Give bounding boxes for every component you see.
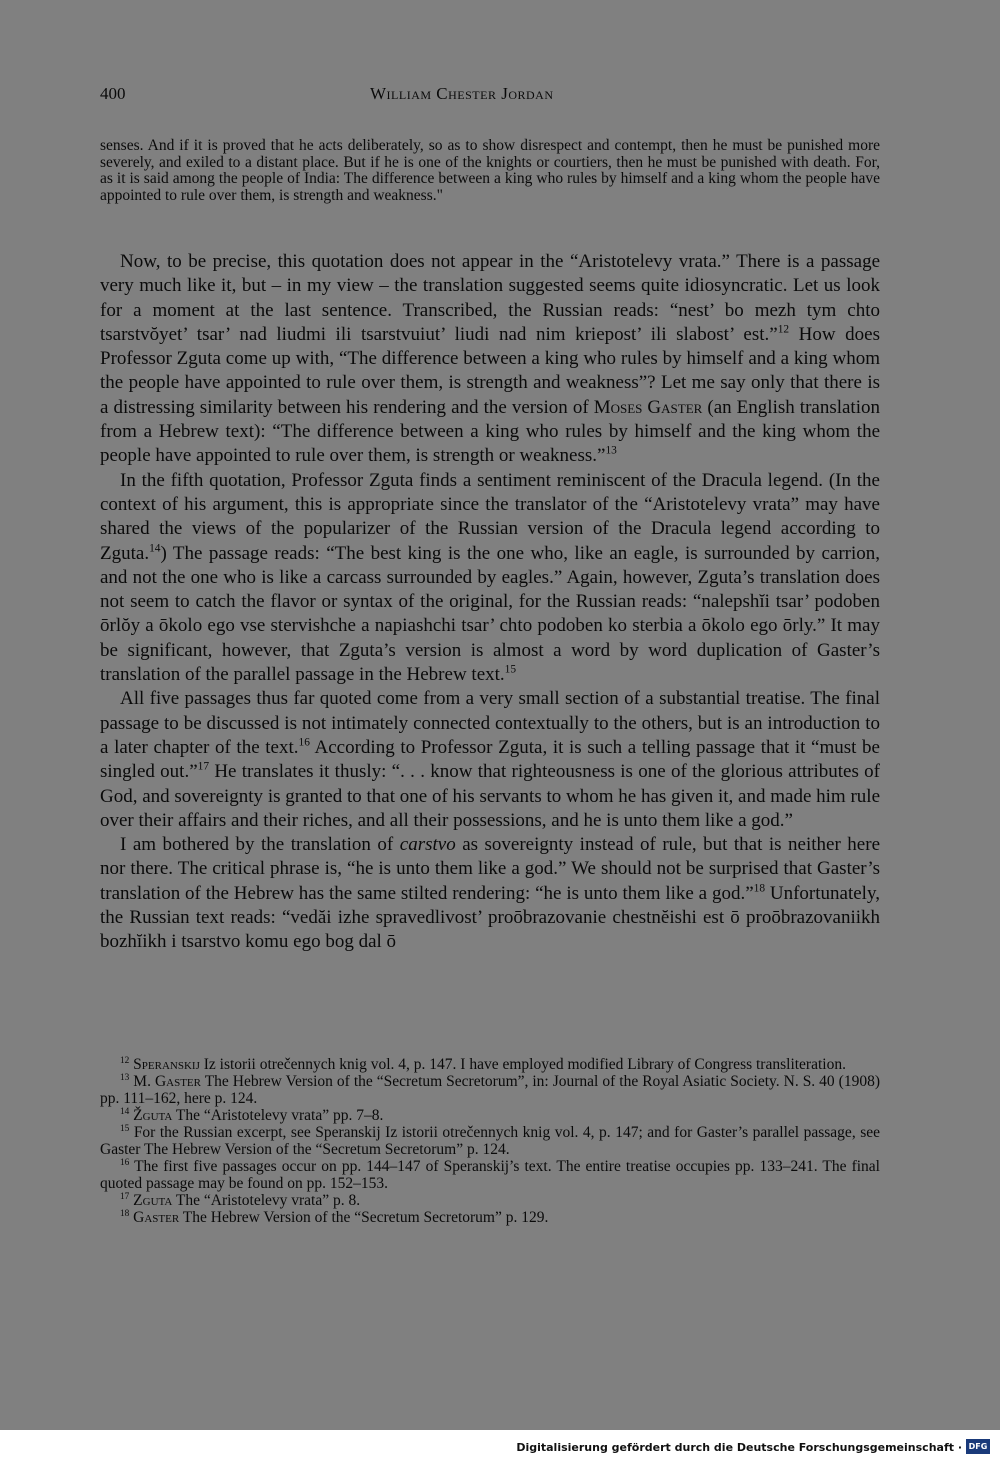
footnote-ref: 15 xyxy=(504,663,517,676)
footnote: $^{17}$ Zguta The “Aristotelevy vrata” p. 8. xyxy=(120,1191,361,1209)
footnote-ref: 18 xyxy=(753,882,766,895)
footnote-ref: 14 xyxy=(149,542,161,555)
footer-bar xyxy=(0,1430,1000,1464)
footnote-ref: 13 xyxy=(605,445,617,458)
block-quote: senses. And if it is proved that he acts deliberately, so as to show disrespect and contempt, then he must be punished more severely, and exiled to a distant place. But if he is one of the knights or courtiers, then he must be punished with death. For, as it is said among the people of India: The difference between a king who rules by himself and a king whom the people have appointed to rule over them, is strength and weakness." xyxy=(100,137,880,204)
page-header xyxy=(100,84,880,110)
paragraph: I am bothered by the translation of carstvo as sovereignty instead of rule, but that is neither here nor there. The critical phrase is, “he is unto them like a god.” We should not be surprised that Gaster’s translation of the Hebrew has the same stilted rendering: “he is unto them like a god.”$^{18}$ Unfortunately, the Russian text reads: “vedăi izhe spravedlivost’ proōbrazovanie chestnĕishi est ō proōbrazovaniikh bozhĭikh i tsarstvo komu ego bog dal ō xyxy=(100,834,880,953)
footnotes xyxy=(100,1056,880,1226)
funding-credit: Digitalisierung gefördert durch die Deutsche Forschungsgemeinschaft · xyxy=(516,1441,962,1454)
paragraph: All five passages thus far quoted come from a very small section of a substantial treatise. The final passage to be discussed is not intimately connected contextually to the others, but is an introduction to a later chapter of the text.$^{16}$ According to Professor Zguta, it is such a telling passage that it “must be singled out.”$^{17}$ He translates it thusly: “. . . know that righteousness is one of the glorious attributes of God, and sovereignty is granted to that one of his servants to whom he has given it, and made him rule over their affairs and their riches, and all their possessions, and he is unto them like a god.” xyxy=(100,688,880,831)
footnote: $^{14}$ Žguta The “Aristotelevy vrata” pp. 7–8. xyxy=(120,1106,384,1124)
footnote-ref: 16 xyxy=(298,736,310,749)
page-number: 400 xyxy=(100,84,126,103)
footnote-ref: 17 xyxy=(197,760,210,773)
dfg-logo: DFG xyxy=(966,1439,990,1454)
paragraph: In the fifth quotation, Professor Zguta finds a sentiment reminiscent of the Dracula legend. (In the context of his argument, this is appropriate since the translator of the “Aristotelevy vrata” may have shared the views of the popularizer of the Russian version of the Dracula legend according to Zguta.$^{14}$) The passage reads: “The best king is the one who, like an eagle, is surrounded by carrion, and not the one who is like a carcass surrounded by eagles.” Again, however, Zguta’s translation does not seem to catch the flavor or syntax of the original, for the Russian reads: “nalepshĭi tsar’ podoben ōrlŏy a ōkolo ego vse stervishche a napiashchi tsar’ chto podoben ko sterbia a ōkolo ego ōrly.” It may be significant, however, that Zguta’s version is almost a word by word duplication of Gaster’s translation of the parallel passage in the Hebrew text.$^{15}$ xyxy=(100,469,880,686)
body-text xyxy=(100,250,880,955)
footnote-ref: 12 xyxy=(777,323,790,336)
footnote: $^{16}$ The first five passages occur on pp. 144–147 of Speranskij’s text. The entire treatise occupies pp. 133–241. The final quoted passage may be found on pp. 152–153. xyxy=(100,1157,880,1192)
footnote: $^{18}$ Gaster The Hebrew Version of the “Secretum Secretorum” p. 129. xyxy=(120,1208,549,1226)
running-head: William Chester Jordan xyxy=(370,84,554,103)
footnote: $^{12}$ Speranskij Iz istorii otrečennych knig vol. 4, p. 147. I have employed modified Library of Congress transliteration. xyxy=(120,1055,846,1073)
footnote: $^{13}$ M. Gaster The Hebrew Version of the “Secretum Secretorum”, in: Journal of the Royal Asiatic Society. N. S. 40 (1908) pp. 111–162, here p. 124. xyxy=(100,1072,881,1107)
footnote: $^{15}$ For the Russian excerpt, see Speranskij Iz istorii otrečennych knig vol. 4, p. 147; and for Gaster’s parallel passage, see Gaster The Hebrew Version of the “Secretum Secretorum” p. 124. xyxy=(100,1123,880,1158)
paragraph: Now, to be precise, this quotation does not appear in the “Aristotelevy vrata.” There is a passage very much like it, but – in my view – the translation suggested seems quite idiosyncratic. Let us look for a moment at the last sentence. Transcribed, the Russian reads: “nest’ bo mezh tym chto tsarstvŏyet’ tsar’ nad liudmi ili tsarstvuiut’ liudi nad nim kriepost’ ili slabost’ est.”$^{12}$ How does Professor Zguta come up with, “The difference between a king who rules by himself and a king whom the people have appointed to rule over them, is strength and weakness”? Let me say only that there is a distressing similarity between his rendering and the version of Moses Gaster (an English translation from a Hebrew text): “The difference between a king who rules by himself and the king whom the people have appointed to rule over them, is strength or weakness.”$^{13}$ xyxy=(100,251,880,467)
